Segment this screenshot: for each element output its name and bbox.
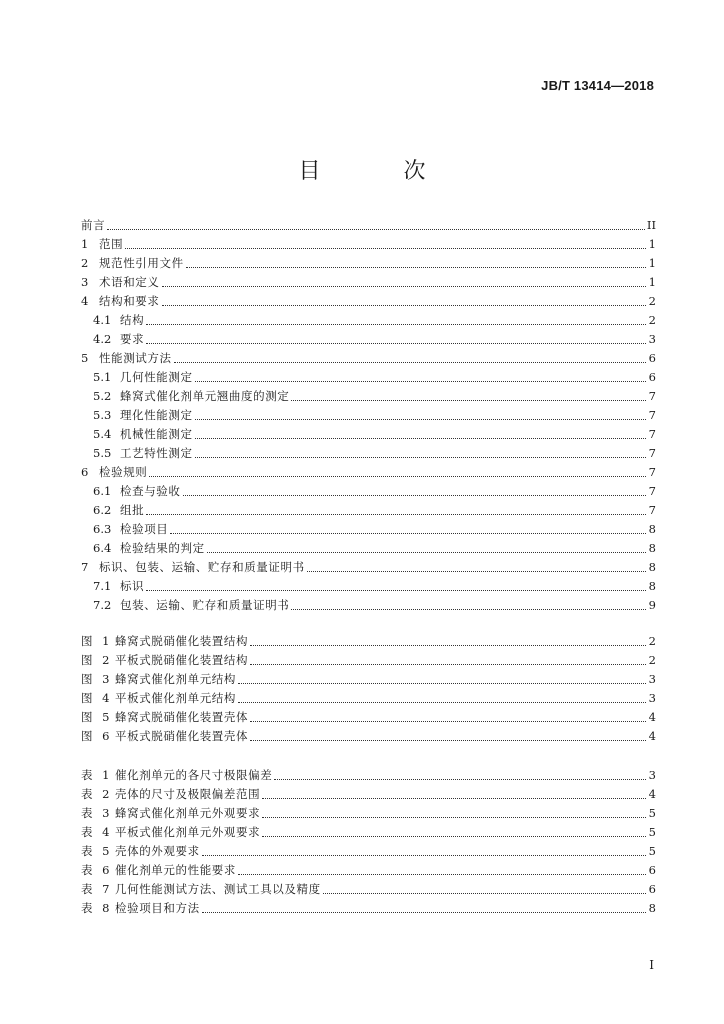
- dot-leader: [238, 682, 646, 684]
- entry-title: 平板式脱硝催化装置壳体: [115, 729, 249, 743]
- entry-number: 6.3: [93, 522, 112, 536]
- dot-leader: [162, 285, 647, 287]
- entry-page: 6: [648, 882, 656, 896]
- dot-leader: [125, 247, 646, 249]
- entry-title: 检查与验收: [120, 484, 181, 498]
- entry-title: 催化剂单元的各尺寸极限偏差: [115, 768, 273, 782]
- entry-title: 蜂窝式催化剂单元外观要求: [115, 806, 261, 820]
- dot-leader: [250, 739, 646, 741]
- entry-number: 表 1: [81, 768, 113, 782]
- entry-title: 检验结果的判定: [120, 541, 205, 555]
- entry-title: 平板式脱硝催化装置结构: [115, 653, 249, 667]
- dot-leader: [202, 854, 646, 856]
- entry-title: 壳体的尺寸及极限偏差范围: [115, 787, 261, 801]
- entry-title: 范围: [99, 237, 124, 251]
- dot-leader: [238, 873, 646, 875]
- entry-page: 6: [648, 863, 656, 877]
- entry-title: 包装、运输、贮存和质量证明书: [120, 598, 290, 612]
- entry-title: 结构: [120, 313, 145, 327]
- entry-title: 蜂窝式脱硝催化装置结构: [115, 634, 249, 648]
- toc-entry[interactable]: [93, 537, 656, 556]
- dot-leader: [262, 835, 646, 837]
- entry-page: 7: [648, 484, 656, 498]
- dot-leader: [162, 304, 647, 306]
- dot-leader: [149, 475, 646, 477]
- figure-entry[interactable]: [81, 725, 656, 744]
- entry-page: 1: [648, 256, 656, 270]
- entry-number: 表 8: [81, 901, 113, 915]
- entry-title: 检验项目和方法: [115, 901, 200, 915]
- entry-page: 6: [648, 370, 656, 384]
- entry-title: 催化剂单元的性能要求: [115, 863, 236, 877]
- toc-entry[interactable]: [93, 594, 656, 613]
- entry-title: 要求: [120, 332, 145, 346]
- table-entry[interactable]: [81, 897, 656, 916]
- entry-title: 标识、包装、运输、贮存和质量证明书: [99, 560, 305, 574]
- toc-entry[interactable]: [93, 499, 656, 518]
- entry-number: 表 3: [81, 806, 113, 820]
- entry-page: 1: [648, 275, 656, 289]
- entry-page: 1: [648, 237, 656, 251]
- toc-entry[interactable]: [81, 271, 656, 290]
- toc-entry[interactable]: [93, 480, 656, 499]
- entry-page: 9: [648, 598, 656, 612]
- dot-leader: [195, 418, 646, 420]
- entry-number: 6.4: [93, 541, 112, 555]
- dot-leader: [274, 778, 646, 780]
- toc-entry[interactable]: [93, 366, 656, 385]
- dot-leader: [291, 608, 646, 610]
- dot-leader: [250, 720, 646, 722]
- entry-number: 表 6: [81, 863, 113, 877]
- entry-number: 表 7: [81, 882, 113, 896]
- dot-leader: [262, 797, 646, 799]
- dot-leader: [107, 228, 645, 230]
- entry-number: 4.1: [93, 313, 112, 327]
- dot-leader: [146, 513, 646, 515]
- entry-page: 5: [648, 844, 656, 858]
- entry-number: 图 6: [81, 729, 113, 743]
- entry-title: 平板式催化剂单元外观要求: [115, 825, 261, 839]
- entry-number: 7: [81, 560, 89, 574]
- dot-leader: [307, 570, 646, 572]
- entry-number: 7.2: [93, 598, 112, 612]
- toc-entry[interactable]: [81, 290, 656, 309]
- entry-page: 8: [648, 579, 656, 593]
- entry-number: 4: [81, 294, 89, 308]
- entry-page: 4: [648, 710, 656, 724]
- entry-page: 7: [648, 503, 656, 517]
- standard-number: JB/T 13414—2018: [541, 78, 654, 93]
- entry-page: 4: [648, 729, 656, 743]
- entry-page: 3: [648, 691, 656, 705]
- entry-page: II: [646, 218, 656, 232]
- entry-title: 检验规则: [99, 465, 148, 479]
- figure-entry[interactable]: [81, 687, 656, 706]
- entry-number: 4.2: [93, 332, 112, 346]
- entry-title: 蜂窝式催化剂单元结构: [115, 672, 236, 686]
- entry-title: 前言: [81, 218, 106, 232]
- toc-entry[interactable]: [93, 309, 656, 328]
- entry-number: 2: [81, 256, 89, 270]
- toc-entry[interactable]: [81, 556, 656, 575]
- entry-number: 6: [81, 465, 89, 479]
- entry-title: 蜂窝式催化剂单元翘曲度的测定: [120, 389, 290, 403]
- entry-title: 壳体的外观要求: [115, 844, 200, 858]
- entry-title: 组批: [120, 503, 145, 517]
- entry-number: 图 5: [81, 710, 113, 724]
- toc-entry[interactable]: [81, 347, 656, 366]
- entry-page: 6: [648, 351, 656, 365]
- entry-title: 机械性能测定: [120, 427, 193, 441]
- entry-number: 6.2: [93, 503, 112, 517]
- entry-number: 图 1: [81, 634, 113, 648]
- dot-leader: [250, 644, 646, 646]
- dot-leader: [262, 816, 646, 818]
- entry-number: 6.1: [93, 484, 112, 498]
- entry-page: 3: [648, 768, 656, 782]
- dot-leader: [195, 437, 646, 439]
- figure-entry[interactable]: [81, 668, 656, 687]
- entry-page: 2: [648, 653, 656, 667]
- entry-title: 几何性能测试方法、测试工具以及精度: [115, 882, 321, 896]
- entry-number: 图 2: [81, 653, 113, 667]
- dot-leader: [170, 532, 646, 534]
- entry-title: 规范性引用文件: [99, 256, 184, 270]
- table-entry[interactable]: [81, 764, 656, 783]
- dot-leader: [250, 663, 646, 665]
- entry-title: 结构和要求: [99, 294, 160, 308]
- figure-entry[interactable]: [81, 706, 656, 725]
- toc-entry[interactable]: [93, 518, 656, 537]
- table-entry[interactable]: [81, 840, 656, 859]
- entry-number: 表 5: [81, 844, 113, 858]
- page-title: 目 次: [298, 159, 464, 184]
- toc-entry[interactable]: [93, 385, 656, 404]
- dot-leader: [174, 361, 646, 363]
- entry-number: 图 3: [81, 672, 113, 686]
- entry-page: 5: [648, 806, 656, 820]
- dot-leader: [202, 911, 646, 913]
- entry-page: 5: [648, 825, 656, 839]
- toc-entry[interactable]: [93, 423, 656, 442]
- entry-page: 4: [648, 787, 656, 801]
- table-entry[interactable]: [81, 802, 656, 821]
- entry-number: 3: [81, 275, 89, 289]
- entry-page: 2: [648, 313, 656, 327]
- entry-page: 8: [648, 560, 656, 574]
- entry-page: 7: [648, 408, 656, 422]
- toc-entry[interactable]: [93, 442, 656, 461]
- entry-title: 检验项目: [120, 522, 169, 536]
- entry-title: 标识: [120, 579, 145, 593]
- table-entry[interactable]: [81, 821, 656, 840]
- entry-title: 性能测试方法: [99, 351, 172, 365]
- entry-title: 工艺特性测定: [120, 446, 193, 460]
- toc-entry[interactable]: [93, 328, 656, 347]
- entry-page: 8: [648, 541, 656, 555]
- toc-entry[interactable]: [81, 461, 656, 480]
- toc-entry[interactable]: [81, 252, 656, 271]
- table-entry[interactable]: [81, 878, 656, 897]
- entry-title: 几何性能测定: [120, 370, 193, 384]
- entry-number: 5: [81, 351, 89, 365]
- figure-entry[interactable]: [81, 649, 656, 668]
- entry-number: 5.4: [93, 427, 112, 441]
- dot-leader: [146, 589, 646, 591]
- dot-leader: [238, 701, 646, 703]
- entry-page: 8: [648, 522, 656, 536]
- dot-leader: [291, 399, 646, 401]
- entry-title: 平板式催化剂单元结构: [115, 691, 236, 705]
- entry-title: 术语和定义: [99, 275, 160, 289]
- entry-page: 2: [648, 294, 656, 308]
- entry-page: 7: [648, 465, 656, 479]
- dot-leader: [146, 342, 646, 344]
- figure-entry[interactable]: [81, 630, 656, 649]
- entry-title: 蜂窝式脱硝催化装置壳体: [115, 710, 249, 724]
- entry-number: 5.5: [93, 446, 112, 460]
- entry-page: 3: [648, 672, 656, 686]
- entry-page: 7: [648, 427, 656, 441]
- entry-page: 8: [648, 901, 656, 915]
- entry-page: 2: [648, 634, 656, 648]
- toc-entry[interactable]: [93, 575, 656, 594]
- dot-leader: [195, 380, 646, 382]
- dot-leader: [146, 323, 646, 325]
- table-entry[interactable]: [81, 783, 656, 802]
- entry-number: 1: [81, 237, 89, 251]
- table-entry[interactable]: [81, 859, 656, 878]
- entry-title: 理化性能测定: [120, 408, 193, 422]
- toc-entry[interactable]: [81, 214, 656, 233]
- entry-page: 7: [648, 446, 656, 460]
- entry-number: 表 2: [81, 787, 113, 801]
- dot-leader: [323, 892, 646, 894]
- page-folio: I: [649, 958, 654, 972]
- entry-number: 5.3: [93, 408, 112, 422]
- dot-leader: [183, 494, 647, 496]
- entry-page: 7: [648, 389, 656, 403]
- toc-entry[interactable]: [81, 233, 656, 252]
- entry-page: 3: [648, 332, 656, 346]
- toc-entry[interactable]: [93, 404, 656, 423]
- entry-number: 7.1: [93, 579, 112, 593]
- entry-number: 5.2: [93, 389, 112, 403]
- entry-number: 5.1: [93, 370, 112, 384]
- dot-leader: [186, 266, 646, 268]
- dot-leader: [195, 456, 646, 458]
- entry-number: 图 4: [81, 691, 113, 705]
- entry-number: 表 4: [81, 825, 113, 839]
- dot-leader: [207, 551, 646, 553]
